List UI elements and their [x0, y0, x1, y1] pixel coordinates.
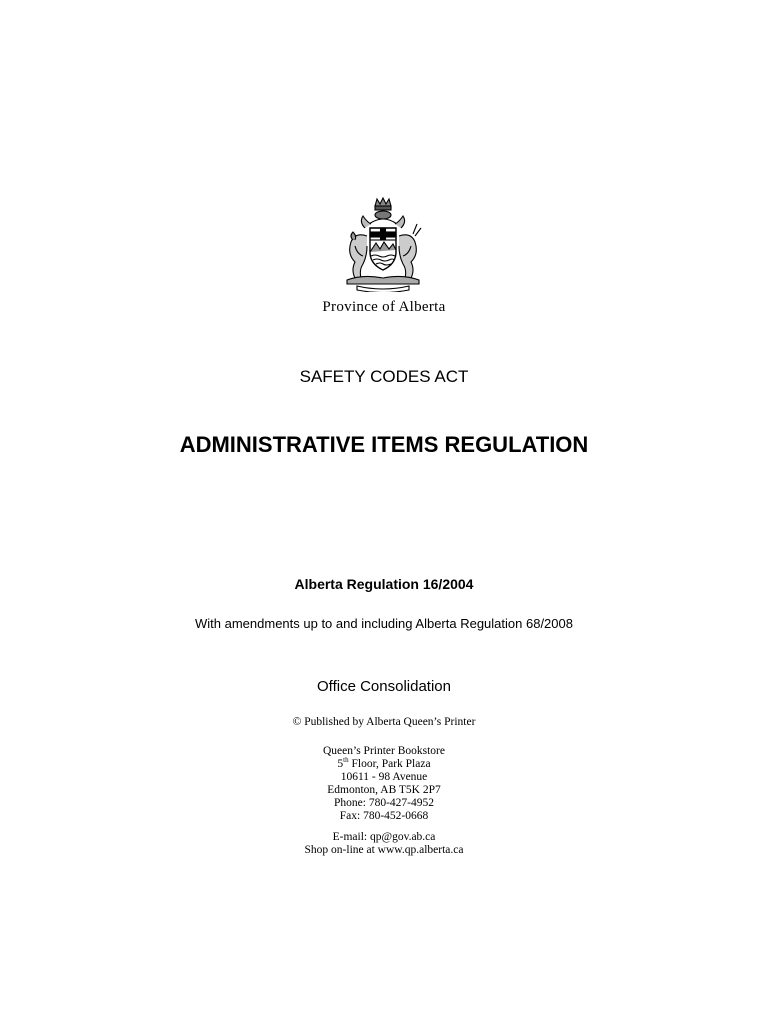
act-name: SAFETY CODES ACT: [299, 367, 469, 386]
published-by: © Published by Alberta Queen’s Printer: [292, 716, 476, 728]
bookstore-name: Queen’s Printer Bookstore: [322, 745, 445, 757]
address-city: Edmonton, AB T5K 2P7: [327, 784, 441, 796]
amendments-note: With amendments up to and including Alberta Regulation 68/2008: [195, 616, 573, 631]
fax-number: Fax: 780-452-0668: [339, 810, 429, 822]
floor-number: 5: [337, 758, 344, 770]
address-street: 10611 - 98 Avenue: [340, 771, 428, 783]
shop-online: Shop on-line at www.qp.alberta.ca: [304, 844, 464, 856]
address-floor: [0, 758, 768, 771]
alberta-coat-of-arms-icon: [333, 196, 433, 292]
office-consolidation: Office Consolidation: [317, 678, 451, 695]
regulation-title: ADMINISTRATIVE ITEMS REGULATION: [179, 432, 589, 457]
regulation-number: Alberta Regulation 16/2004: [294, 576, 474, 592]
email-address: E-mail: qp@gov.ab.ca: [332, 831, 436, 843]
province-name: Province of Alberta: [322, 299, 446, 315]
phone-number: Phone: 780-427-4952: [334, 797, 434, 809]
floor-rest: Floor, Park Plaza: [348, 758, 431, 770]
floor-suffix: th: [343, 756, 349, 765]
